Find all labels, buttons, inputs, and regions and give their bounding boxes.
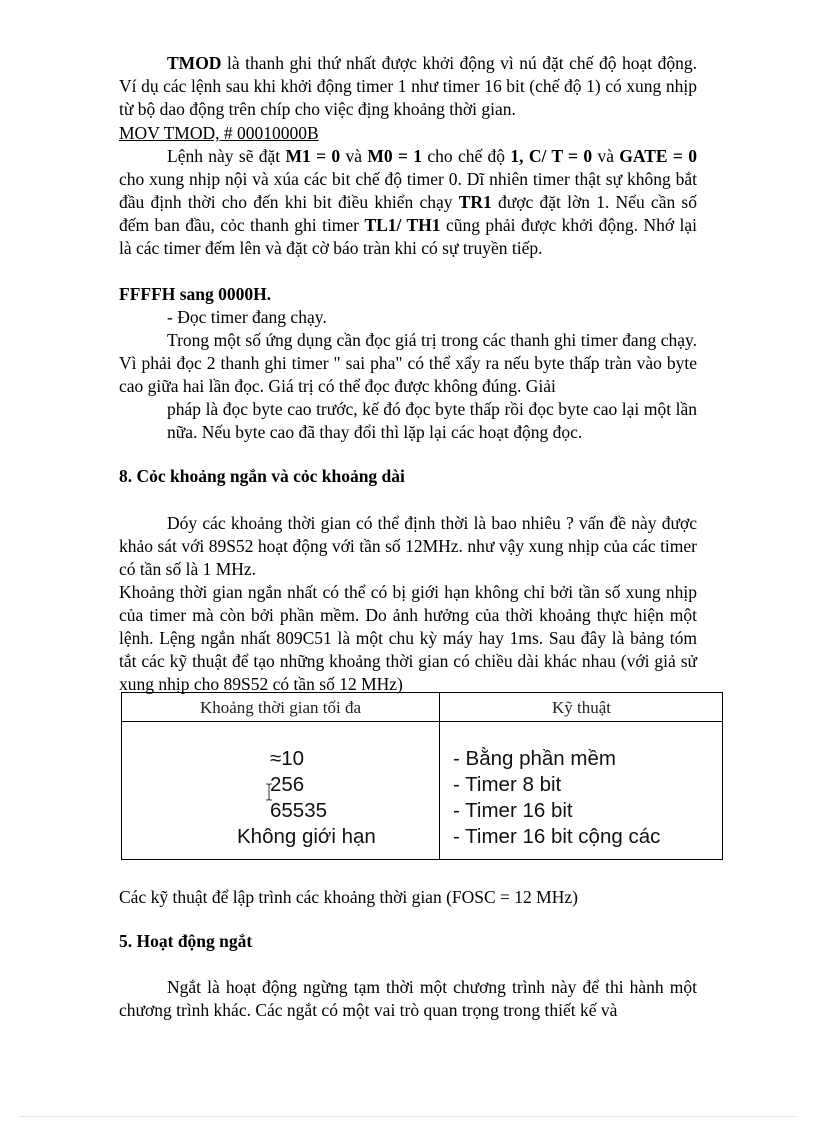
bold-m0: M0 = 1 <box>367 146 423 166</box>
text-span: cũng phải được khởi động. Nhớ lại là các timer đếm lên và đặt cờ báo tràn khi có sự truyền tiếp. <box>119 215 698 258</box>
bold-tl1-th1: TL1/ TH1 <box>364 215 441 235</box>
bold-ct: 1, C/ T = 0 <box>510 146 593 166</box>
table-cell: ≈10 <box>270 747 305 770</box>
table-cell: 256 <box>270 773 305 796</box>
table-column-techniques <box>453 746 660 850</box>
table-cell: - Timer 16 bit cộng các <box>453 825 661 848</box>
paragraph-range: Dóy các khoảng thời gian có thể định thời là bao nhiêu ? vấn đề này được khảo sát với 89S52 hoạt động với tần số 12MHz. như vậy xung nhịp của các timer có tần số là 1 MHz. <box>119 513 697 579</box>
bold-gate: GATE = 0 <box>619 146 697 166</box>
text-span: cho chế độ <box>422 146 511 166</box>
page-bottom-dotted-line <box>20 1116 796 1117</box>
tmod-text: là thanh ghi thứ nhất được khởi động vì nú đặt chế độ hoạt động. Ví dụ các lệnh sau khi khởi động timer 1 như timer 16 bit (chế độ 1) có xung nhịp từ bộ dao động trên chíp cho việc địng khoảng thời gian. <box>119 53 697 119</box>
bullet-read-timer: - Đọc timer đang chạy. <box>167 307 327 327</box>
paragraph-tmod <box>119 52 697 121</box>
table-cell: Không giới hạn <box>237 825 376 848</box>
table-cell: - Timer 8 bit <box>453 773 562 796</box>
intervals-table <box>121 692 723 860</box>
table-caption: Các kỹ thuật để lập trình các khoảng thời gian (FOSC = 12 MHz) <box>119 887 578 907</box>
paragraph-read-running: Trong một số ứng dụng cần đọc giá trị trong các thanh ghi timer đang chạy. Vì phải đọc 2 thanh ghi timer " sai pha" có thể xẩy ra nếu byte thấp tràn vào byte cao giữa hai lần đọc. Giá trị có thể đọc được không đúng. Giải <box>119 330 697 396</box>
table-cell: 65535 <box>270 799 328 822</box>
text-span: được đặt lờn 1. Nếu cần số đếm ban đầu, cỏc thanh ghi timer <box>119 192 697 235</box>
bold-m1: M1 = 0 <box>285 146 341 166</box>
table-cell: - Bằng phần mềm <box>453 747 616 770</box>
paragraph-shortest: Khoảng thời gian ngắn nhất có thể có bị giới hạn không chỉ bởi tần số xung nhịp của timer mà còn bởi phần mềm. Do ảnh hưởng của thời khoảng thực hiện một lệnh. Lệng ngắn nhất 809C51 là một chu kỳ máy hay 1ms. Sau đây là bảng tóm tắt các kỹ thuật để tạo những khoảng thời gian có chiều dài khác nhau (với giả sử xung nhịp cho 89S52 có tần số 12 MHz) <box>119 582 697 694</box>
text-span: và <box>592 146 620 166</box>
tmod-bold: TMOD <box>167 53 222 73</box>
paragraph-interrupt: Ngắt là hoạt động ngừng tạm thời một chương trình này để thi hành một chương trình khác. Các ngắt có một vai trò quan trọng trong thiết kế và <box>119 977 697 1020</box>
table-cell: - Timer 16 bit <box>453 799 573 822</box>
code-line-text: MOV TMOD, # 00010000B <box>119 123 319 143</box>
code-line <box>119 122 697 145</box>
text-span: và <box>340 146 368 166</box>
text-cursor-icon <box>265 783 273 801</box>
heading-section-8: 8. Cỏc khoảng ngắn và cỏc khoảng dài <box>119 466 405 486</box>
heading-section-5: 5. Hoạt động ngắt <box>119 931 253 951</box>
text-span: cho xung nhịp nội và xúa các bit chế độ timer 0. Dĩ nhiên timer thật sự không bắt đầu định thời cho đến khi bit điều khiển chạy <box>119 169 697 212</box>
bold-tr1: TR1 <box>458 192 492 212</box>
text-span: Lệnh này sẽ đặt <box>167 146 286 166</box>
table-column-divider <box>439 693 440 859</box>
table-header-max-interval: Khoảng thời gian tối đa <box>199 698 362 717</box>
bold-line-ffffh: FFFFH sang 0000H. <box>119 284 272 304</box>
paragraph-solution: pháp là đọc byte cao trước, kế đó đọc byte thấp rồi đọc byte cao lại một lần nữa. Nếu byte cao đã thay đổi thì lặp lại các hoạt động đọc. <box>167 399 697 442</box>
table-header-technique: Kỹ thuật <box>551 698 612 717</box>
paragraph-mode-bits <box>119 145 697 260</box>
